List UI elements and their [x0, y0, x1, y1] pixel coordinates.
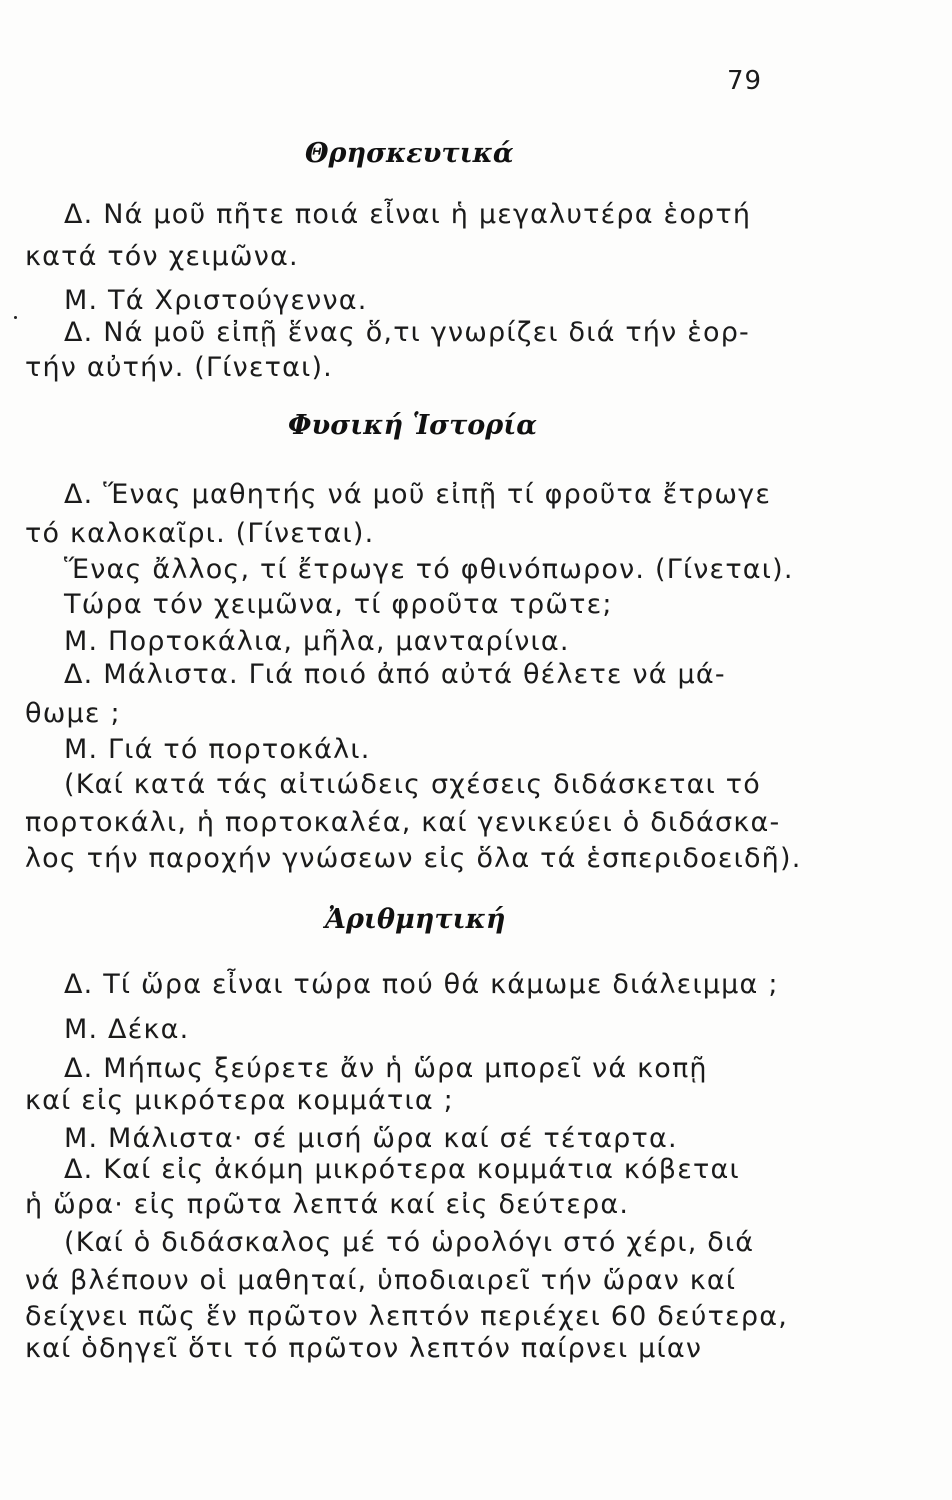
section-heading-natural-history: Φυσική Ἱστορία: [288, 410, 538, 441]
text-line: Δ. Νά μοῦ εἰπῇ ἕνας ὅ,τι γνωρίζει διά τήν ἑορ-: [64, 317, 750, 348]
text-line: καί εἰς μικρότερα κομμάτια ;: [25, 1085, 454, 1116]
text-line: Δ. Μήπως ξεύρετε ἄν ἡ ὥρα μπορεῖ νά κοπῇ: [64, 1053, 708, 1084]
text-line: λος τήν παροχήν γνώσεων εἰς ὅλα τά ἑσπεριδοειδῆ).: [25, 843, 802, 874]
text-line: Μ. Πορτοκάλια, μῆλα, μανταρίνια.: [64, 626, 570, 657]
text-line: τό καλοκαῖρι. (Γίνεται).: [25, 518, 375, 549]
margin-speck: [14, 316, 17, 319]
text-line: κατά τόν χειμῶνα.: [25, 241, 299, 272]
text-line: νά βλέπουν οἱ μαθηταί, ὑποδιαιρεῖ τήν ὥραν καί: [25, 1265, 737, 1296]
text-line: ἡ ὥρα· εἰς πρῶτα λεπτά καί εἰς δεύτερα.: [25, 1189, 630, 1220]
text-line: πορτοκάλι, ἡ πορτοκαλέα, καί γενικεύει ὁ διδάσκα-: [25, 807, 781, 838]
text-line: Ἕνας ἄλλος, τί ἔτρωγε τό φθινόπωρον. (Γίνεται).: [64, 554, 794, 585]
text-line: Δ. Μάλιστα. Γιά ποιό ἀπό αὐτά θέλετε νά μά-: [64, 659, 726, 690]
text-line: (Καί ὁ διδάσκαλος μέ τό ὡρολόγι στό χέρι, διά: [64, 1227, 755, 1258]
page-number: 79: [727, 66, 763, 96]
text-line: (Καί κατά τάς αἰτιώδεις σχέσεις διδάσκεται τό: [64, 769, 761, 800]
text-line: Δ. Νά μοῦ πῆτε ποιά εἶναι ἡ μεγαλυτέρα ἑορτή: [64, 199, 752, 230]
text-line: Μ. Τά Χριστούγεννα.: [64, 285, 368, 316]
text-line: Δ. Τί ὥρα εἶναι τώρα πού θά κάμωμε διάλειμμα ;: [64, 969, 779, 1000]
text-line: τήν αὐτήν. (Γίνεται).: [25, 352, 333, 383]
text-line: Μ. Γιά τό πορτοκάλι.: [64, 734, 371, 765]
text-line: θωμε ;: [25, 698, 121, 729]
text-line: Μ. Δέκα.: [64, 1014, 190, 1045]
text-line: δείχνει πῶς ἕν πρῶτον λεπτόν περιέχει 60 δεύτερα,: [25, 1301, 788, 1332]
text-line: Μ. Μάλιστα· σέ μισή ὥρα καί σέ τέταρτα.: [64, 1123, 678, 1154]
section-heading-arithmetic: Ἀριθμητική: [325, 904, 506, 935]
text-line: Τώρα τόν χειμῶνα, τί φροῦτα τρῶτε;: [64, 589, 613, 620]
text-line: Δ. Καί εἰς ἀκόμη μικρότερα κομμάτια κόβεται: [64, 1154, 740, 1185]
text-line: Δ. Ἕνας μαθητής νά μοῦ εἰπῇ τί φροῦτα ἔτρωγε: [64, 479, 772, 510]
section-heading-religion: Θρησκευτικά: [305, 138, 514, 169]
text-line: καί ὁδηγεῖ ὅτι τό πρῶτον λεπτόν παίρνει μίαν: [25, 1333, 703, 1364]
